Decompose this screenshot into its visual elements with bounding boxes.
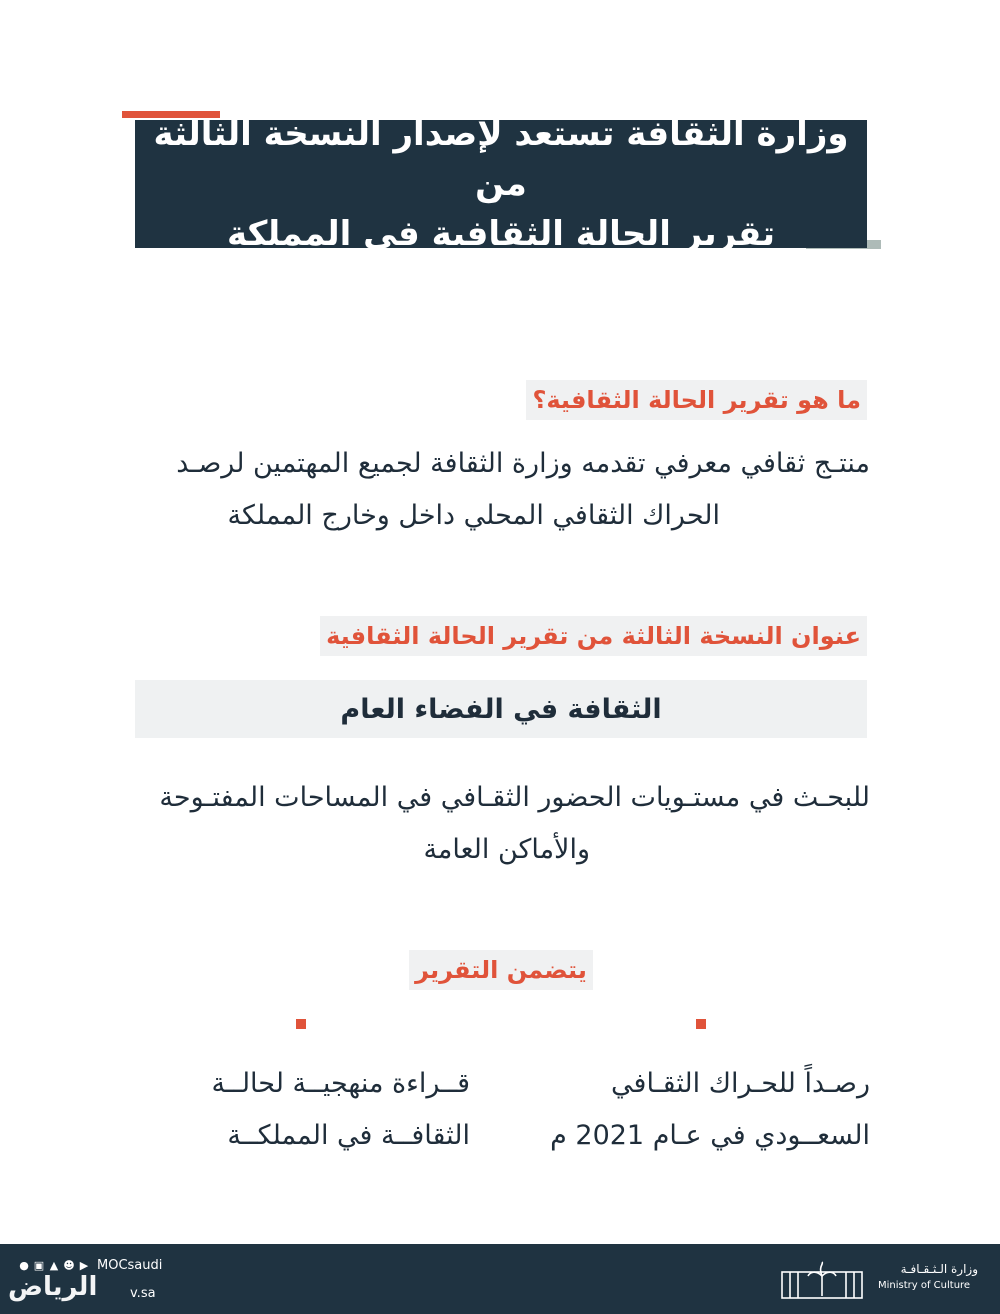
logo-emblem-icon <box>778 1258 868 1302</box>
report-title: الثقافة في الفضاء العام <box>340 693 662 725</box>
report-title-bar <box>135 680 867 738</box>
ministry-logo <box>778 1258 978 1302</box>
website-text: v.sa <box>130 1286 156 1301</box>
item-right-line-2: السعــودي في عـام 2021 م <box>550 1120 870 1151</box>
item-right-line-1: رصـداً للحـراك الثقـافي <box>611 1068 870 1099</box>
bullet-left <box>296 1019 306 1029</box>
item-left-line-1: قــراءة منهجيــة لحالــة <box>211 1068 470 1099</box>
section2-body <box>130 772 870 876</box>
section3-heading: يتضمن التقرير <box>409 950 593 990</box>
title-line-1: وزارة الثقافة تستعد لإصدار النسخة الثالثة من <box>153 114 849 204</box>
title-box <box>135 114 867 254</box>
item-left-line-2: الثقافــة في المملكــة <box>227 1120 470 1151</box>
youtube-icon[interactable]: ▶ <box>79 1259 89 1272</box>
section-includes <box>135 950 867 990</box>
title-line-2: تقرير الحالة الثقافية في المملكة <box>227 214 775 254</box>
logo-text-english: Ministry of Culture <box>878 1280 971 1291</box>
section2-line-1: للبحـث في مستـويات الحضور الثقـافي في المساحات المفتـوحة <box>159 782 870 813</box>
social-links <box>18 1258 162 1273</box>
section1-heading: ما هو تقرير الحالة الثقافية؟ <box>526 380 867 420</box>
watermark <box>8 1272 97 1302</box>
twitter-icon[interactable]: ● <box>19 1259 29 1272</box>
section1-line-2: الحراك الثقافي المحلي داخل وخارج المملكة <box>227 500 720 531</box>
social-handle[interactable]: MOCsaudi <box>97 1258 163 1273</box>
user-icon[interactable]: ☻ <box>63 1259 75 1272</box>
section-what-is <box>135 380 867 420</box>
footer-bar <box>0 1244 1000 1314</box>
section-edition-title <box>135 616 867 656</box>
section2-line-2: والأماكن العامة <box>423 834 590 865</box>
snapchat-icon[interactable]: ▲ <box>49 1259 59 1272</box>
website-link[interactable] <box>130 1282 156 1301</box>
instagram-icon[interactable]: ▣ <box>33 1259 45 1272</box>
watermark-text: الرياض <box>8 1272 98 1302</box>
logo-text-arabic: وزارة الـثـقـافـة <box>900 1262 978 1276</box>
include-item-right <box>520 1058 870 1162</box>
bullet-right <box>696 1019 706 1029</box>
include-item-left <box>130 1058 470 1162</box>
section1-line-1: منتـج ثقافي معرفي تقدمه وزارة الثقافة لجميع المهتمين لرصـد <box>176 448 870 479</box>
section2-heading: عنوان النسخة الثالثة من تقرير الحالة الثقافية <box>320 616 867 656</box>
section1-body <box>130 438 870 542</box>
